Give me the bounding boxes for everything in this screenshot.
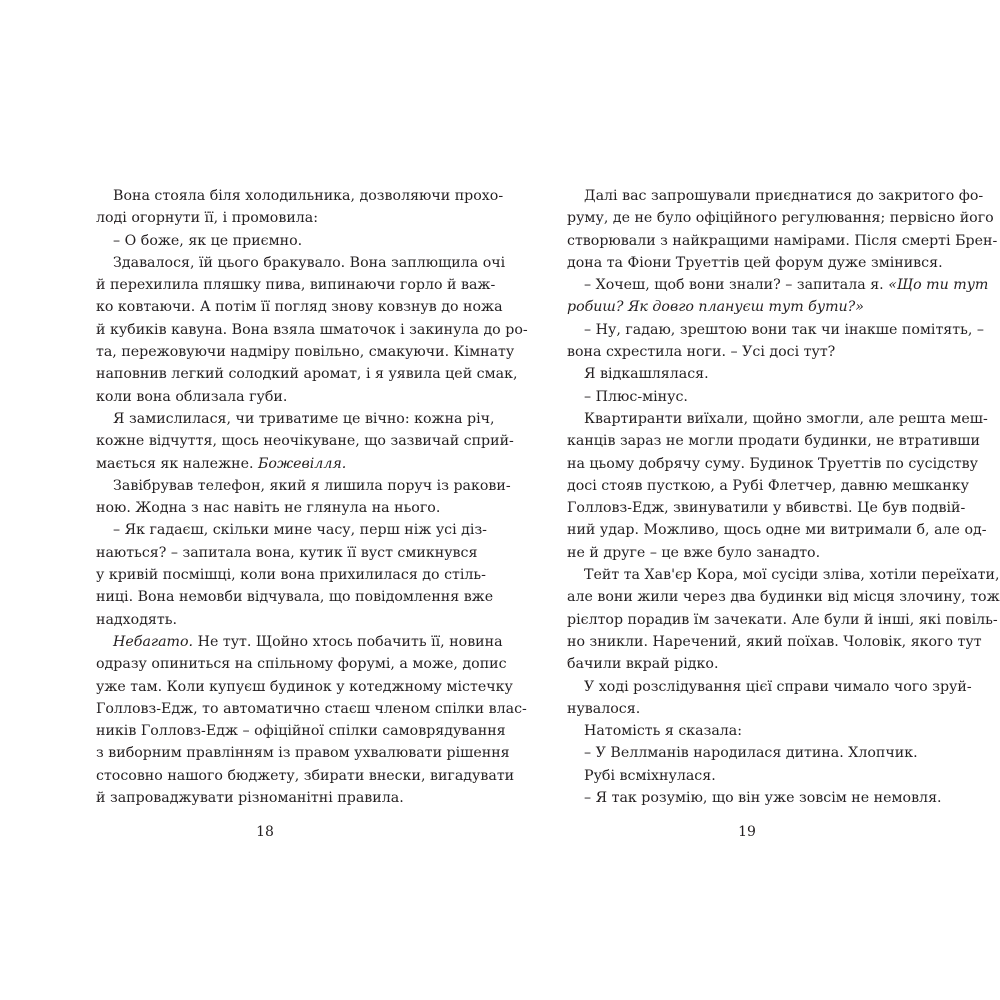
left-page bbox=[96, 185, 528, 809]
paragraph bbox=[96, 631, 527, 809]
text-line: досі стояв пусткою, а Рубі Флетчер, давню мешканку bbox=[567, 477, 969, 494]
paragraph bbox=[567, 765, 905, 787]
text-line: й перехилила пляшку пива, випинаючи горло й важ- bbox=[96, 277, 496, 294]
paragraph bbox=[567, 564, 1000, 675]
text-line: ників Голловз-Едж – офіційної спілки самоврядування bbox=[96, 723, 506, 740]
text-line: но зникли. Наречений, який поїхав. Чоловік, якого тут bbox=[567, 633, 982, 650]
page-number-left: 18 bbox=[256, 824, 274, 840]
text-line: Далі вас запрошували приєднатися до закритого фо- bbox=[584, 188, 984, 204]
paragraph bbox=[96, 519, 494, 630]
paragraph bbox=[567, 676, 972, 721]
text-line: дона та Фіони Труеттів цей форум дуже змінився. bbox=[567, 254, 943, 271]
text-line: Натомість я сказала: bbox=[584, 723, 743, 740]
paragraph bbox=[567, 319, 984, 364]
paragraph bbox=[567, 787, 942, 809]
text-line: Я замислилася, чи триватиме це вічно: кожна річ, bbox=[113, 410, 495, 427]
text-line: й запроваджувати різноманітні правила. bbox=[96, 790, 404, 807]
text-line: ний удар. Можливо, щось одне ми витримали б, але од- bbox=[567, 522, 987, 539]
text-line: у кривій посмішці, коли вона прихилилася до стіль- bbox=[96, 567, 486, 584]
text-line: ко ковтаючи. А потім її погляд знову ковзнув до ножа bbox=[96, 299, 503, 316]
text-line: стосовно нашого бюджету, збирати внески, вигадувати bbox=[96, 767, 515, 784]
text-line: створювали з найкращими намірами. Після смерті Брен- bbox=[567, 232, 998, 249]
paragraph bbox=[567, 408, 988, 564]
paragraph bbox=[96, 252, 528, 408]
text-line: – Плюс-мінус. bbox=[584, 388, 688, 405]
paragraph bbox=[567, 274, 989, 319]
text-line: – Хочеш, щоб вони знали? – запитала я. «Що ти тут bbox=[584, 277, 989, 294]
text-line: ниці. Вона немовби відчувала, що повідомлення вже bbox=[96, 589, 494, 606]
text-line: – О боже, як це приємно. bbox=[113, 232, 303, 249]
text-line: – У Веллманів народилася дитина. Хлопчик. bbox=[584, 745, 918, 762]
paragraph bbox=[567, 720, 905, 742]
paragraph bbox=[567, 363, 905, 385]
text-line: й кубиків кавуна. Вона взяла шматочок і закинула до ро- bbox=[96, 321, 528, 338]
text-line: бачили вкрай рідко. bbox=[567, 656, 719, 673]
text-line: вона схрестила ноги. – Усі досі тут? bbox=[567, 344, 836, 361]
paragraph bbox=[96, 408, 514, 475]
text-line: Голловз-Едж, то автоматично стаєш членом спілки влас- bbox=[96, 700, 527, 717]
text-line: – Ну, гадаю, зрештою вони так чи інакше помітять, – bbox=[584, 321, 984, 338]
text-line: Здавалося, їй цього бракувало. Вона заплющила очі bbox=[113, 254, 506, 271]
text-line: нувалося. bbox=[567, 700, 641, 717]
text-line: канців зараз не могли продати будинки, не втративши bbox=[567, 433, 980, 450]
text-line: рієлтор порадив їм зачекати. Але були й інші, які повіль- bbox=[567, 611, 998, 628]
text-line: та, пережовуючи надміру повільно, смакуючи. Кімнату bbox=[96, 344, 515, 361]
text-line: коли вона облизала губи. bbox=[96, 388, 288, 405]
text-line: наються? – запитала вона, кутик її вуст смикнувся bbox=[96, 544, 478, 561]
text-line: У ході розслідування цієї справи чимало чого зруй- bbox=[584, 678, 972, 695]
text-line: Небагато. Не тут. Щойно хтось побачить її, новина bbox=[113, 633, 503, 650]
text-line: наповнив легкий солодкий аромат, і я уявила цей смак, bbox=[96, 366, 518, 383]
paragraph bbox=[96, 475, 511, 520]
text-line: не й друге – це вже було занадто. bbox=[567, 544, 821, 561]
text-line: але вони жили через два будинки від місця злочину, тож bbox=[567, 589, 1000, 606]
text-line: Квартиранти виїхали, щойно змогли, але решта меш- bbox=[584, 410, 988, 427]
text-line: руму, де не було офіційного регулювання; первісно його bbox=[567, 210, 994, 227]
text-line: Рубі всміхнулася. bbox=[584, 767, 716, 784]
text-line: одразу опиниться на спільному форумі, а може, допис bbox=[96, 656, 507, 673]
text-line: з виборним правлінням із правом ухвалювати рішення bbox=[96, 745, 510, 762]
text-line: робиш? Як довго плануєш тут бути?» bbox=[567, 299, 864, 316]
text-line: кожне відчуття, щось неочікуване, що зазвичай сприй- bbox=[96, 433, 514, 450]
paragraph bbox=[567, 742, 918, 764]
text-line: – Я так розумію, що він уже зовсім не немовля. bbox=[584, 790, 942, 807]
text-line: Голловз-Едж, звинуватили у вбивстві. Це був подвій- bbox=[567, 500, 966, 517]
paragraph bbox=[567, 185, 998, 274]
paragraph bbox=[96, 185, 504, 230]
text-line: уже там. Коли купуєш будинок у котеджному містечку bbox=[96, 678, 513, 695]
left-page-text bbox=[96, 185, 528, 809]
page-number-right: 19 bbox=[738, 824, 756, 840]
text-line: Вона стояла біля холодильника, дозволяючи прохо- bbox=[113, 188, 504, 204]
right-page bbox=[567, 185, 1000, 809]
text-line: надходять. bbox=[96, 611, 177, 628]
text-line: мається як належне. Божевілля. bbox=[96, 455, 347, 472]
paragraph bbox=[96, 230, 434, 252]
text-line: – Як гадаєш, скільки мине часу, перш ніж усі діз- bbox=[113, 522, 487, 539]
text-line: Завібрував телефон, який я лишила поруч із ракови- bbox=[113, 477, 511, 494]
text-line: на цьому добрячу суму. Будинок Труеттів по сусідству bbox=[567, 455, 979, 472]
paragraph bbox=[567, 386, 905, 408]
text-line: лоді огорнути її, і промовила: bbox=[96, 210, 319, 227]
text-line: Тейт та Хав'єр Кора, мої сусіди зліва, хотіли переїхати, bbox=[584, 567, 1000, 584]
text-line: Я відкашлялася. bbox=[584, 366, 709, 383]
right-page-text bbox=[567, 185, 1000, 809]
text-line: ною. Жодна з нас навіть не глянула на нього. bbox=[96, 500, 441, 517]
